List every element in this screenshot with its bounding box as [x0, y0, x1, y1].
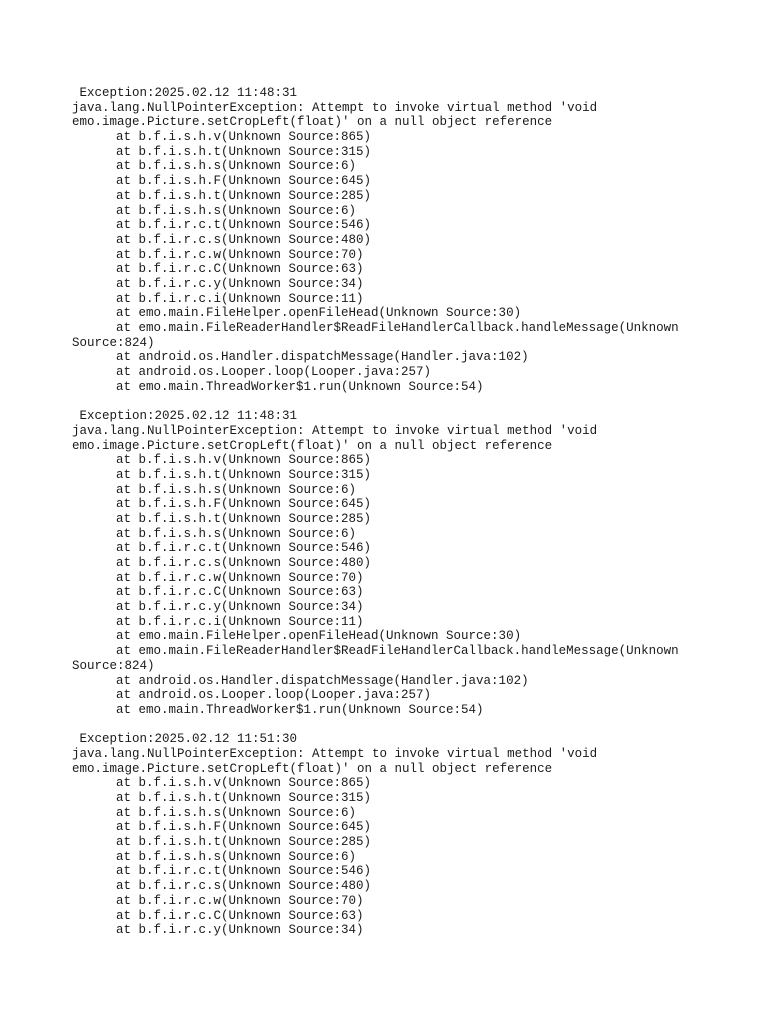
- stack-frame: at b.f.i.s.h.v(Unknown Source:865): [116, 130, 372, 145]
- exception-block-3: [72, 732, 762, 938]
- stack-frame: at b.f.i.r.c.w(Unknown Source:70): [116, 247, 364, 262]
- exception-message-line: emo.image.Picture.setCropLeft(float)' on a null object reference: [72, 438, 553, 453]
- stack-frame: at b.f.i.r.c.y(Unknown Source:34): [116, 600, 364, 615]
- stack-frame: at b.f.i.r.c.C(Unknown Source:63): [116, 908, 364, 923]
- stack-frame: at b.f.i.s.h.s(Unknown Source:6): [116, 805, 357, 820]
- stack-frame: at b.f.i.r.c.C(Unknown Source:63): [116, 585, 364, 600]
- stack-frame: at b.f.i.s.h.t(Unknown Source:285): [116, 511, 372, 526]
- stack-frame: at b.f.i.s.h.s(Unknown Source:6): [116, 159, 357, 174]
- stack-frame: at b.f.i.r.c.C(Unknown Source:63): [116, 262, 364, 277]
- stack-frame: at b.f.i.s.h.t(Unknown Source:285): [116, 188, 372, 203]
- stack-frame: at emo.main.FileReaderHandler$ReadFileHandlerCallback.handleMessage(Unknown: [116, 321, 679, 335]
- stack-frame: at b.f.i.r.c.t(Unknown Source:546): [116, 218, 372, 233]
- exception-message-line: java.lang.NullPointerException: Attempt to invoke virtual method 'void: [72, 746, 598, 761]
- exception-message-line: emo.image.Picture.setCropLeft(float)' on a null object reference: [72, 115, 553, 130]
- exception-message-line: emo.image.Picture.setCropLeft(float)' on a null object reference: [72, 761, 553, 776]
- stack-frame: at emo.main.ThreadWorker$1.run(Unknown Source:54): [116, 702, 484, 717]
- stack-frame: at b.f.i.r.c.s(Unknown Source:480): [116, 556, 372, 570]
- stack-frame: at b.f.i.s.h.F(Unknown Source:645): [116, 174, 372, 189]
- exception-header: Exception:2025.02.12 11:51:30: [72, 732, 298, 747]
- stack-frame: at b.f.i.s.h.F(Unknown Source:645): [116, 820, 372, 835]
- stack-frame: at android.os.Looper.loop(Looper.java:257): [116, 688, 432, 703]
- stack-frame: at emo.main.FileReaderHandler$ReadFileHandlerCallback.handleMessage(Unknown: [116, 644, 679, 659]
- stack-frame: at b.f.i.r.c.s(Unknown Source:480): [116, 232, 372, 247]
- stack-frame: at b.f.i.s.h.t(Unknown Source:285): [116, 835, 372, 850]
- stack-frame: at emo.main.ThreadWorker$1.run(Unknown Source:54): [116, 379, 484, 394]
- stack-frame: at b.f.i.s.h.t(Unknown Source:315): [116, 144, 372, 159]
- stack-frame: at android.os.Handler.dispatchMessage(Handler.java:102): [116, 350, 529, 365]
- stack-frame-wrap: Source:824): [72, 335, 155, 350]
- document-page: [72, 86, 762, 938]
- stack-frame: at b.f.i.s.h.s(Unknown Source:6): [116, 526, 357, 541]
- stack-frame: at b.f.i.s.h.v(Unknown Source:865): [116, 776, 372, 791]
- stack-frame: at b.f.i.s.h.s(Unknown Source:6): [116, 203, 357, 218]
- stack-frame: at b.f.i.r.c.i(Unknown Source:11): [116, 291, 364, 306]
- stack-frame: at android.os.Handler.dispatchMessage(Handler.java:102): [116, 673, 529, 688]
- stack-frame: at b.f.i.r.c.t(Unknown Source:546): [116, 541, 372, 556]
- exception-header: Exception:2025.02.12 11:48:31: [72, 409, 298, 424]
- stack-frame: at b.f.i.r.c.i(Unknown Source:11): [116, 614, 364, 629]
- exception-header: Exception:2025.02.12 11:48:31: [72, 86, 298, 100]
- exception-message-line: java.lang.NullPointerException: Attempt to invoke virtual method 'void: [72, 100, 598, 115]
- exception-block-1: [72, 86, 762, 394]
- stack-frame: at b.f.i.r.c.w(Unknown Source:70): [116, 570, 364, 585]
- stack-frame: at android.os.Looper.loop(Looper.java:257): [116, 365, 432, 380]
- stack-frame: at emo.main.FileHelper.openFileHead(Unknown Source:30): [116, 306, 522, 321]
- stack-frame: at b.f.i.r.c.t(Unknown Source:546): [116, 864, 372, 879]
- stack-frame-wrap: Source:824): [72, 658, 155, 673]
- stack-frame: at b.f.i.s.h.s(Unknown Source:6): [116, 849, 357, 864]
- stack-frame: at b.f.i.r.c.y(Unknown Source:34): [116, 276, 364, 291]
- stack-frame: at b.f.i.s.h.v(Unknown Source:865): [116, 453, 372, 468]
- stack-frame: at emo.main.FileHelper.openFileHead(Unknown Source:30): [116, 629, 522, 644]
- stack-frame: at b.f.i.s.h.F(Unknown Source:645): [116, 497, 372, 512]
- stack-frame: at b.f.i.s.h.t(Unknown Source:315): [116, 467, 372, 482]
- stack-frame: at b.f.i.r.c.s(Unknown Source:480): [116, 879, 372, 894]
- stack-frame: at b.f.i.s.h.s(Unknown Source:6): [116, 482, 357, 497]
- stack-frame: at b.f.i.r.c.w(Unknown Source:70): [116, 893, 364, 908]
- exception-block-2: [72, 409, 762, 717]
- stack-frame: at b.f.i.r.c.y(Unknown Source:34): [116, 923, 364, 938]
- exception-message-line: java.lang.NullPointerException: Attempt to invoke virtual method 'void: [72, 423, 598, 438]
- stack-frame: at b.f.i.s.h.t(Unknown Source:315): [116, 791, 372, 805]
